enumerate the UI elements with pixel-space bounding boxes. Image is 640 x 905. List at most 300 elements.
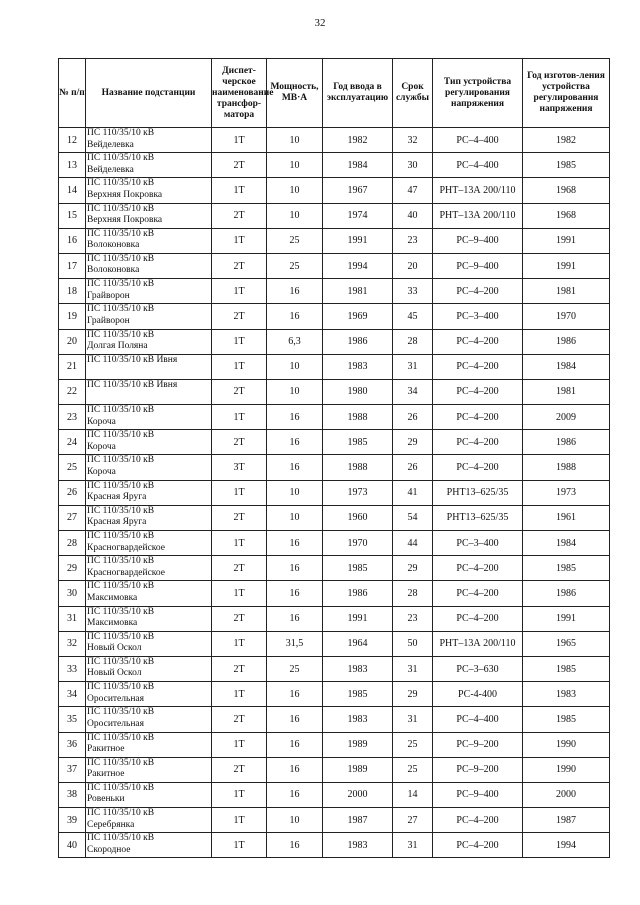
cell-device-year: 1985 <box>523 656 610 681</box>
cell-power: 16 <box>267 581 323 606</box>
cell-name <box>86 153 212 178</box>
table-row <box>59 631 610 656</box>
cell-life: 32 <box>393 128 433 153</box>
cell-device-year: 1965 <box>523 631 610 656</box>
cell-power: 16 <box>267 430 323 455</box>
cell-dispatch: 2Т <box>212 656 267 681</box>
cell-device-type: РНТ–13А 200/110 <box>433 178 523 203</box>
table-row <box>59 405 610 430</box>
cell-device-year: 2000 <box>523 782 610 807</box>
substation-name-line: ПС 110/35/10 кВ <box>87 178 155 189</box>
table-row <box>59 178 610 203</box>
cell-device-year: 2009 <box>523 405 610 430</box>
cell-power: 16 <box>267 682 323 707</box>
cell-device-year: 1983 <box>523 682 610 707</box>
substation-name-line: Красная Яруга <box>87 492 147 503</box>
cell-life: 26 <box>393 455 433 480</box>
substation-name-line: Серебрянка <box>87 819 135 830</box>
cell-life: 47 <box>393 178 433 203</box>
cell-device-type: РНТ–13А 200/110 <box>433 203 523 228</box>
cell-dispatch: 2Т <box>212 203 267 228</box>
cell-device-year: 1970 <box>523 304 610 329</box>
cell-num: 36 <box>59 732 86 757</box>
header-year: Год ввода в эксплуатацию <box>323 59 393 128</box>
cell-device-type: РС–4–200 <box>433 430 523 455</box>
cell-name <box>86 732 212 757</box>
cell-dispatch: 1Т <box>212 808 267 833</box>
cell-year: 1984 <box>323 153 393 178</box>
cell-name <box>86 505 212 530</box>
table-row <box>59 505 610 530</box>
cell-num: 29 <box>59 556 86 581</box>
cell-device-type: РС–4–400 <box>433 153 523 178</box>
cell-name <box>86 682 212 707</box>
cell-year: 1987 <box>323 808 393 833</box>
table-row <box>59 556 610 581</box>
cell-name <box>86 480 212 505</box>
cell-year: 1967 <box>323 178 393 203</box>
cell-device-type: РС–4–200 <box>433 455 523 480</box>
cell-name <box>86 782 212 807</box>
table-body <box>59 128 610 858</box>
substation-name-line: Волоконовка <box>87 240 140 251</box>
cell-life: 31 <box>393 833 433 858</box>
cell-device-type: РС–9–200 <box>433 732 523 757</box>
cell-life: 40 <box>393 203 433 228</box>
substation-name-line: Максимовка <box>87 592 138 603</box>
cell-life: 25 <box>393 732 433 757</box>
cell-power: 16 <box>267 833 323 858</box>
page-number: 32 <box>314 17 326 29</box>
table-row <box>59 354 610 379</box>
cell-num: 14 <box>59 178 86 203</box>
cell-year: 1994 <box>323 253 393 278</box>
cell-year: 1986 <box>323 329 393 354</box>
substation-name-line: ПС 110/35/10 кВ <box>87 732 155 743</box>
cell-device-year: 1985 <box>523 707 610 732</box>
cell-device-type: РС–4–200 <box>433 354 523 379</box>
table-row <box>59 128 610 153</box>
cell-power: 16 <box>267 531 323 556</box>
table-row <box>59 430 610 455</box>
cell-year: 1983 <box>323 354 393 379</box>
substation-name-line: ПС 110/35/10 кВ <box>87 707 155 718</box>
substation-name-line: Верхняя Покровка <box>87 189 163 200</box>
cell-device-year: 1961 <box>523 505 610 530</box>
substation-name-line: Короча <box>87 416 116 427</box>
cell-dispatch: 1Т <box>212 228 267 253</box>
cell-num: 35 <box>59 707 86 732</box>
cell-year: 1985 <box>323 556 393 581</box>
header-life: Срок службы <box>393 59 433 128</box>
table-row <box>59 656 610 681</box>
cell-power: 31,5 <box>267 631 323 656</box>
cell-life: 33 <box>393 279 433 304</box>
cell-num: 40 <box>59 833 86 858</box>
cell-name <box>86 128 212 153</box>
cell-device-type: РС–4–200 <box>433 329 523 354</box>
substation-name-line: ПС 110/35/10 кВ <box>87 455 155 466</box>
table-row <box>59 833 610 858</box>
cell-year: 1964 <box>323 631 393 656</box>
table-row <box>59 228 610 253</box>
cell-num: 23 <box>59 405 86 430</box>
cell-life: 29 <box>393 556 433 581</box>
cell-year: 1991 <box>323 228 393 253</box>
substation-name-line: Грайворон <box>87 290 130 301</box>
substation-name-line: ПС 110/35/10 кВ <box>87 153 155 164</box>
cell-year: 1991 <box>323 606 393 631</box>
substation-name-line: Волоконовка <box>87 265 140 276</box>
cell-device-year: 1968 <box>523 203 610 228</box>
cell-dispatch: 1Т <box>212 682 267 707</box>
substation-table <box>58 58 610 858</box>
cell-device-type: РС–4–200 <box>433 606 523 631</box>
cell-power: 25 <box>267 228 323 253</box>
cell-year: 1969 <box>323 304 393 329</box>
cell-name <box>86 606 212 631</box>
cell-dispatch: 2Т <box>212 757 267 782</box>
cell-name <box>86 581 212 606</box>
cell-year: 1989 <box>323 757 393 782</box>
cell-device-type: РС–4–400 <box>433 128 523 153</box>
substation-name-line: Оросительная <box>87 718 145 729</box>
header-dispatch: Диспет-черское наименование трансфор-матора <box>212 59 267 128</box>
cell-num: 22 <box>59 379 86 404</box>
cell-device-year: 1968 <box>523 178 610 203</box>
cell-device-year: 1986 <box>523 329 610 354</box>
cell-power: 16 <box>267 782 323 807</box>
cell-device-year: 1984 <box>523 531 610 556</box>
cell-num: 13 <box>59 153 86 178</box>
cell-device-year: 1990 <box>523 757 610 782</box>
cell-life: 44 <box>393 531 433 556</box>
cell-device-year: 1987 <box>523 808 610 833</box>
cell-num: 24 <box>59 430 86 455</box>
cell-name <box>86 203 212 228</box>
cell-power: 10 <box>267 480 323 505</box>
substation-name-line: ПС 110/35/10 кВ <box>87 757 155 768</box>
cell-dispatch: 1Т <box>212 480 267 505</box>
cell-life: 27 <box>393 808 433 833</box>
cell-device-year: 1973 <box>523 480 610 505</box>
cell-life: 29 <box>393 430 433 455</box>
cell-dispatch: 1Т <box>212 329 267 354</box>
cell-dispatch: 2Т <box>212 430 267 455</box>
cell-name <box>86 379 212 404</box>
cell-num: 12 <box>59 128 86 153</box>
cell-num: 31 <box>59 606 86 631</box>
cell-device-type: РС–4–400 <box>433 707 523 732</box>
cell-name <box>86 228 212 253</box>
cell-device-year: 1985 <box>523 556 610 581</box>
header-device-year: Год изготов-ления устройства регулирования напряжения <box>523 59 610 128</box>
header-device-type: Тип устройства регулирования напряжения <box>433 59 523 128</box>
cell-year: 1985 <box>323 682 393 707</box>
table-header-row <box>59 59 610 128</box>
substation-name-line: ПС 110/35/10 кВ <box>87 304 155 315</box>
substation-name-line: Красногвардейское <box>87 567 166 578</box>
cell-year: 1974 <box>323 203 393 228</box>
cell-life: 50 <box>393 631 433 656</box>
cell-life: 14 <box>393 782 433 807</box>
substation-name-line: ПС 110/35/10 кВ <box>87 128 155 138</box>
cell-num: 15 <box>59 203 86 228</box>
cell-dispatch: 3Т <box>212 455 267 480</box>
substation-name-line: ПС 110/35/10 кВ <box>87 656 155 667</box>
cell-device-type: РС–4–200 <box>433 556 523 581</box>
cell-dispatch: 2Т <box>212 379 267 404</box>
cell-power: 16 <box>267 606 323 631</box>
cell-name <box>86 808 212 833</box>
cell-life: 30 <box>393 153 433 178</box>
table-row <box>59 808 610 833</box>
substation-name-line: ПС 110/35/10 кВ <box>87 203 155 214</box>
header-num: № п/п <box>59 59 86 128</box>
cell-num: 28 <box>59 531 86 556</box>
substation-name-line: Верхняя Покровка <box>87 215 163 226</box>
cell-device-year: 1981 <box>523 379 610 404</box>
table-row <box>59 531 610 556</box>
cell-device-type: РС–4–200 <box>433 279 523 304</box>
cell-power: 16 <box>267 707 323 732</box>
cell-power: 10 <box>267 505 323 530</box>
cell-power: 10 <box>267 354 323 379</box>
table-row <box>59 304 610 329</box>
cell-life: 31 <box>393 656 433 681</box>
cell-life: 31 <box>393 354 433 379</box>
cell-dispatch: 1Т <box>212 631 267 656</box>
substation-name-line: Красногвардейское <box>87 542 166 553</box>
cell-num: 33 <box>59 656 86 681</box>
substation-name-line: ПС 110/35/10 кВ <box>87 808 155 819</box>
cell-power: 10 <box>267 203 323 228</box>
cell-life: 20 <box>393 253 433 278</box>
substation-name-line: Вейделевка <box>87 139 134 150</box>
substation-name-line: ПС 110/35/10 кВ <box>87 782 155 793</box>
cell-device-year: 1985 <box>523 153 610 178</box>
substation-name-line: ПС 110/35/10 кВ <box>87 606 155 617</box>
cell-device-type: РНТ–13А 200/110 <box>433 631 523 656</box>
cell-device-year: 1986 <box>523 430 610 455</box>
cell-dispatch: 1Т <box>212 128 267 153</box>
table-row <box>59 682 610 707</box>
cell-num: 38 <box>59 782 86 807</box>
cell-device-type: РС–4–200 <box>433 379 523 404</box>
substation-name-line: ПС 110/35/10 кВ <box>87 480 155 491</box>
substation-name-line: ПС 110/35/10 кВ <box>87 253 155 264</box>
cell-year: 1983 <box>323 656 393 681</box>
cell-num: 37 <box>59 757 86 782</box>
cell-device-year: 1990 <box>523 732 610 757</box>
table-row <box>59 455 610 480</box>
cell-device-year: 1981 <box>523 279 610 304</box>
cell-num: 16 <box>59 228 86 253</box>
cell-power: 16 <box>267 732 323 757</box>
cell-dispatch: 1Т <box>212 581 267 606</box>
substation-name-line: ПС 110/35/10 кВ <box>87 581 155 592</box>
cell-name <box>86 304 212 329</box>
cell-year: 1988 <box>323 405 393 430</box>
cell-device-type: РС–9–200 <box>433 757 523 782</box>
cell-life: 41 <box>393 480 433 505</box>
cell-power: 16 <box>267 757 323 782</box>
substation-name-line: Ровеньки <box>87 794 125 805</box>
table-row <box>59 581 610 606</box>
cell-num: 34 <box>59 682 86 707</box>
cell-device-type: РС–4–200 <box>433 405 523 430</box>
substation-name-line: Ракитное <box>87 744 125 754</box>
substation-name-line: ПС 110/35/10 кВ <box>87 505 155 516</box>
substation-name-line: Короча <box>87 441 116 452</box>
substation-name-line: ПС 110/35/10 кВ Ивня <box>87 379 178 390</box>
substation-name-line: ПС 110/35/10 кВ <box>87 228 155 239</box>
header-name: Название подстанции <box>86 59 212 128</box>
substation-name-line: Вейделевка <box>87 164 134 175</box>
cell-dispatch: 2Т <box>212 606 267 631</box>
cell-year: 1989 <box>323 732 393 757</box>
cell-power: 25 <box>267 656 323 681</box>
cell-num: 20 <box>59 329 86 354</box>
cell-num: 25 <box>59 455 86 480</box>
cell-power: 10 <box>267 379 323 404</box>
cell-device-type: РС–4–200 <box>433 833 523 858</box>
cell-name <box>86 405 212 430</box>
cell-life: 29 <box>393 682 433 707</box>
cell-life: 25 <box>393 757 433 782</box>
cell-name <box>86 354 212 379</box>
cell-life: 28 <box>393 581 433 606</box>
cell-life: 23 <box>393 228 433 253</box>
table-row <box>59 757 610 782</box>
cell-name <box>86 430 212 455</box>
cell-life: 23 <box>393 606 433 631</box>
cell-year: 1983 <box>323 833 393 858</box>
cell-num: 30 <box>59 581 86 606</box>
cell-dispatch: 1Т <box>212 405 267 430</box>
cell-num: 26 <box>59 480 86 505</box>
cell-num: 18 <box>59 279 86 304</box>
cell-power: 10 <box>267 128 323 153</box>
cell-year: 1960 <box>323 505 393 530</box>
substation-name-line: ПС 110/35/10 кВ <box>87 682 155 693</box>
cell-num: 17 <box>59 253 86 278</box>
cell-name <box>86 329 212 354</box>
cell-dispatch: 2Т <box>212 707 267 732</box>
cell-name <box>86 656 212 681</box>
cell-dispatch: 1Т <box>212 178 267 203</box>
cell-year: 2000 <box>323 782 393 807</box>
cell-device-type: РС-4-400 <box>433 682 523 707</box>
substation-name-line: ПС 110/35/10 кВ Ивня <box>87 354 178 365</box>
cell-name <box>86 178 212 203</box>
cell-power: 10 <box>267 808 323 833</box>
table-row <box>59 606 610 631</box>
cell-device-type: РС–9–400 <box>433 253 523 278</box>
cell-life: 26 <box>393 405 433 430</box>
cell-dispatch: 2Т <box>212 505 267 530</box>
substation-name-line: Новый Оскол <box>87 643 142 654</box>
cell-device-year: 1991 <box>523 228 610 253</box>
cell-device-type: РС–3–630 <box>433 656 523 681</box>
cell-device-type: РС–9–400 <box>433 782 523 807</box>
cell-power: 16 <box>267 455 323 480</box>
cell-life: 54 <box>393 505 433 530</box>
substation-name-line: Ракитное <box>87 769 125 780</box>
cell-power: 16 <box>267 556 323 581</box>
cell-name <box>86 531 212 556</box>
cell-life: 45 <box>393 304 433 329</box>
substation-name-line: ПС 110/35/10 кВ <box>87 329 155 340</box>
cell-year: 1986 <box>323 581 393 606</box>
cell-life: 28 <box>393 329 433 354</box>
cell-dispatch: 1Т <box>212 782 267 807</box>
header-power: Мощность, МВ·А <box>267 59 323 128</box>
cell-device-year: 1988 <box>523 455 610 480</box>
cell-life: 34 <box>393 379 433 404</box>
cell-dispatch: 2Т <box>212 304 267 329</box>
substation-name-line: Максимовка <box>87 618 138 629</box>
substation-name-line: ПС 110/35/10 кВ <box>87 631 155 642</box>
cell-dispatch: 2Т <box>212 253 267 278</box>
cell-power: 10 <box>267 178 323 203</box>
cell-num: 32 <box>59 631 86 656</box>
cell-num: 21 <box>59 354 86 379</box>
cell-year: 1988 <box>323 455 393 480</box>
cell-device-year: 1986 <box>523 581 610 606</box>
cell-dispatch: 1Т <box>212 531 267 556</box>
cell-year: 1973 <box>323 480 393 505</box>
cell-year: 1981 <box>323 279 393 304</box>
substation-name-line: ПС 110/35/10 кВ <box>87 279 155 290</box>
substation-name-line: Короча <box>87 466 116 477</box>
cell-dispatch: 1Т <box>212 833 267 858</box>
cell-device-type: РС–9–400 <box>433 228 523 253</box>
substation-name-line: ПС 110/35/10 кВ <box>87 531 155 541</box>
substation-name-line: Долгая Поляна <box>87 341 148 351</box>
cell-year: 1982 <box>323 128 393 153</box>
table-row <box>59 732 610 757</box>
cell-name <box>86 707 212 732</box>
cell-device-type: РС–4–200 <box>433 581 523 606</box>
substation-name-line: ПС 110/35/10 кВ <box>87 833 155 844</box>
cell-device-type: РС–4–200 <box>433 808 523 833</box>
cell-power: 16 <box>267 279 323 304</box>
table-row <box>59 379 610 404</box>
substation-name-line: ПС 110/35/10 кВ <box>87 405 155 416</box>
cell-dispatch: 1Т <box>212 279 267 304</box>
substation-name-line: Красная Яруга <box>87 517 147 528</box>
cell-power: 25 <box>267 253 323 278</box>
cell-name <box>86 833 212 858</box>
substation-name-line: Скородное <box>87 844 131 855</box>
cell-year: 1983 <box>323 707 393 732</box>
table-row <box>59 782 610 807</box>
cell-life: 31 <box>393 707 433 732</box>
substation-name-line: Оросительная <box>87 693 145 704</box>
cell-device-type: РС–3–400 <box>433 304 523 329</box>
table-row <box>59 153 610 178</box>
cell-power: 16 <box>267 405 323 430</box>
cell-power: 16 <box>267 304 323 329</box>
cell-name <box>86 279 212 304</box>
table-row <box>59 329 610 354</box>
cell-year: 1985 <box>323 430 393 455</box>
cell-dispatch: 1Т <box>212 732 267 757</box>
cell-power: 10 <box>267 153 323 178</box>
cell-year: 1970 <box>323 531 393 556</box>
cell-year: 1980 <box>323 379 393 404</box>
